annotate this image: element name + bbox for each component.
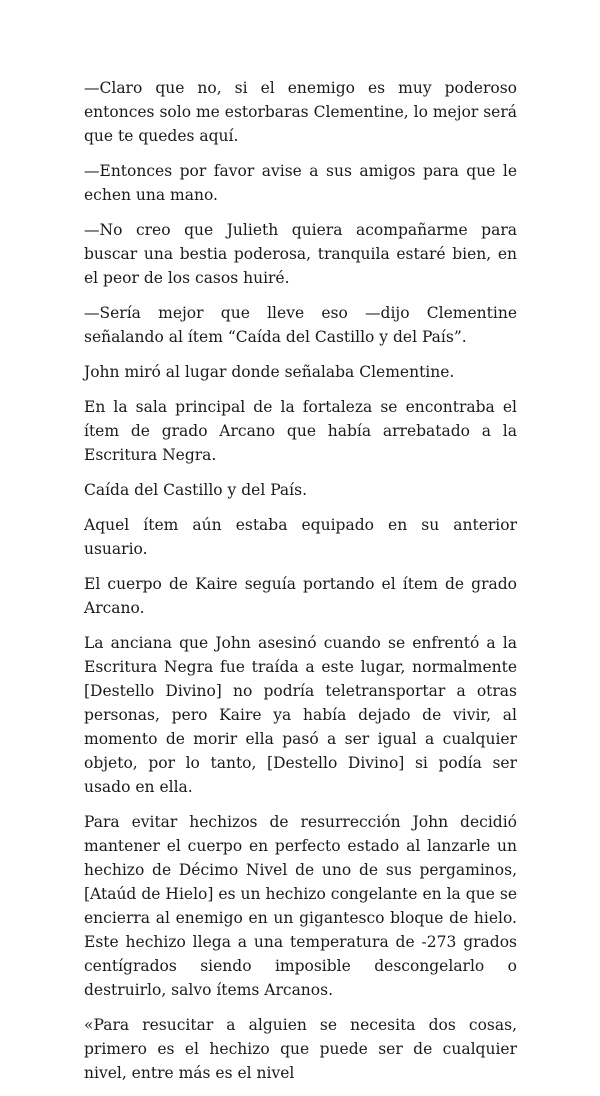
paragraph: Caída del Castillo y del País. (84, 481, 308, 499)
paragraph: —Entonces por favor avise a sus amigos para que le echen una mano. (84, 162, 517, 204)
paragraph: —Sería mejor que lleve eso —dijo Clementine señalando al ítem “Caída del Castillo y del País”. (84, 304, 517, 346)
paragraph: En la sala principal de la fortaleza se encontraba el ítem de grado Arcano que había arrebatado a la Escritura Negra. (84, 398, 517, 464)
paragraph: Aquel ítem aún estaba equipado en su anterior usuario. (84, 516, 517, 558)
book-page-text (84, 76, 517, 1096)
paragraph: —Claro que no, si el enemigo es muy poderoso entonces solo me estorbaras Clementine, lo mejor será que te quedes aquí. (84, 79, 517, 145)
paragraph: John miró al lugar donde señalaba Clementine. (84, 363, 455, 381)
paragraph: Para evitar hechizos de resurrección John decidió mantener el cuerpo en perfecto estado al lanzarle un hechizo de Décimo Nivel de uno de sus pergaminos, [Ataúd de Hielo] es un hechizo congelante en la que se encierra al enemigo en un gigantesco bloque de hielo. Este hechizo llega a una temperatura de -273 grados centígrados siendo imposible descongelarlo o destruirlo, salvo ítems Arcanos. (84, 813, 517, 999)
paragraph: El cuerpo de Kaire seguía portando el ítem de grado Arcano. (84, 575, 517, 617)
paragraph: —No creo que Julieth quiera acompañarme para buscar una bestia poderosa, tranquila estaré bien, en el peor de los casos huiré. (84, 221, 517, 287)
paragraph: «Para resucitar a alguien se necesita dos cosas, primero es el hechizo que puede ser de cualquier nivel, entre más es el nivel (84, 1016, 517, 1082)
paragraph: La anciana que John asesinó cuando se enfrentó a la Escritura Negra fue traída a este lugar, normalmente [Destello Divino] no podría teletransportar a otras personas, pero Kaire ya había dejado de vivir, al momento de morir ella pasó a ser igual a cualquier objeto, por lo tanto, [Destello Divino] si podía ser usado en ella. (84, 634, 517, 796)
